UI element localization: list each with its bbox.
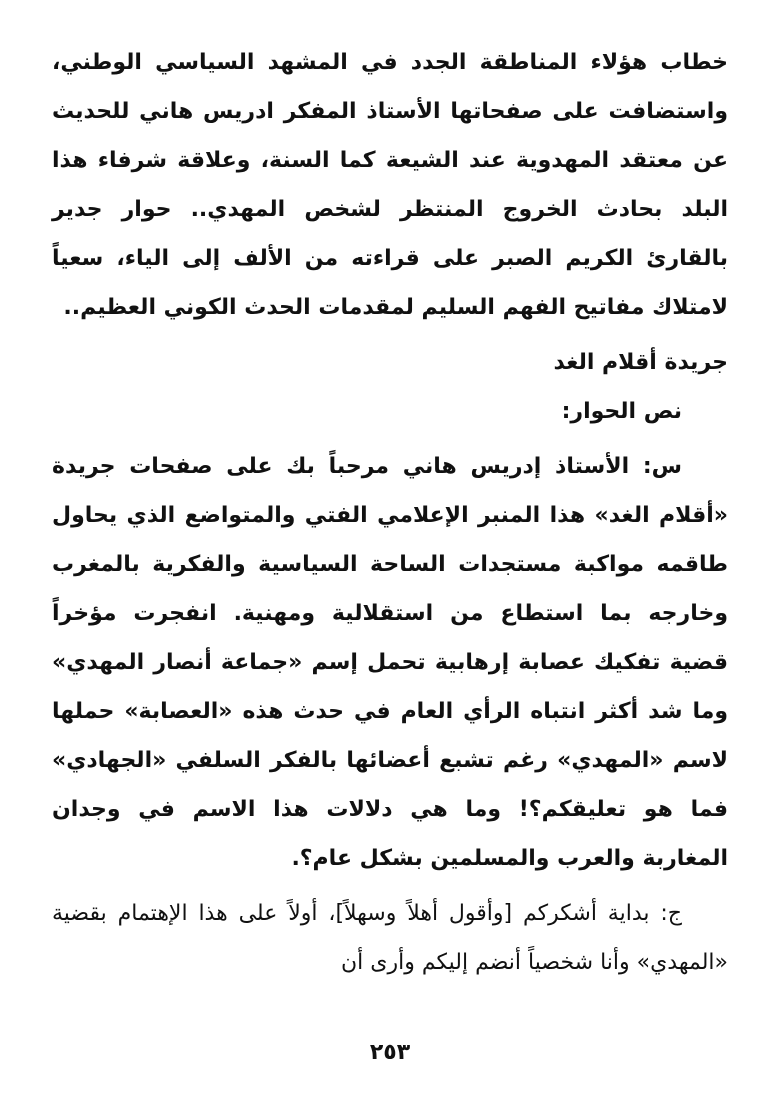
answer-paragraph: ج: بداية أشكركم [وأقول أهلاً وسهلاً]، أولاً على هذا الإهتمام بقضية «المهدي» وأنا شخصياً أنضم إليكم وأرى أن <box>52 901 728 975</box>
question-paragraph: س: الأستاذ إدريس هاني مرحباً بك على صفحات جريدة «أقلام الغد» هذا المنبر الإعلامي الفتي والمتواضع الذي يحاول طاقمه مواكبة مستجدات الساحة السياسية والفكرية بالمغرب وخارجه بما استطاع من استقلالية ومهنية. انفجرت مؤخراً قضية تفكيك عصابة إرهابية تحمل إسم «جماعة أنصار المهدي» وما شد أكثر انتباه الرأي العام في حدث هذه «العصابة» حملها لاسم «المهدي» رغم تشبع أعضائها بالفكر السلفي «الجهادي» فما هو تعليقكم؟! وما هي دلالات هذا الاسم في وجدان المغاربة والعرب والمسلمين بشكل عام؟. <box>52 454 728 871</box>
newspaper-name-heading: جريدة أقلام الغد <box>553 350 728 375</box>
document-page <box>52 38 728 1058</box>
page-number: ٢٥٣ <box>369 1040 411 1065</box>
intro-paragraph: خطاب هؤلاء المناطقة الجدد في المشهد السياسي الوطني، واستضافت على صفحاتها الأستاذ المفكر ادريس هاني للحديث عن معتقد المهدوية عند الشيعة كما السنة، وعلاقة شرفاء هذا البلد بحادث الخروج المنتظر لشخص المهدي.. حوار جدير بالقارئ الكريم الصبر على قراءته من الألف إلى الياء، سعياً لامتلاك مفاتيح الفهم السليم لمقدمات الحدث الكوني العظيم.. <box>52 50 728 320</box>
dialogue-heading: نص الحوار: <box>561 399 682 424</box>
